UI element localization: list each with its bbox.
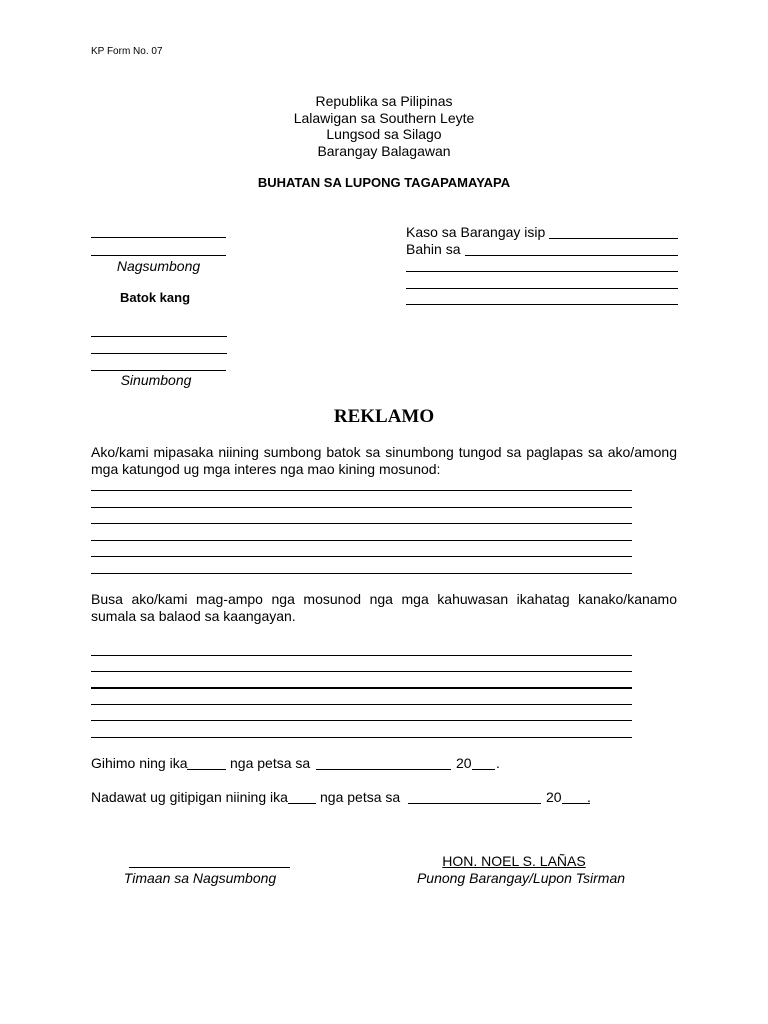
relief-line-1 xyxy=(91,655,632,656)
complainant-label: Nagsumbong xyxy=(116,258,201,274)
province-line: Lalawigan sa Southern Leyte xyxy=(293,110,475,126)
relief-line-4 xyxy=(91,704,632,705)
complaint-line-6 xyxy=(91,573,632,574)
complaint-line-3 xyxy=(91,523,632,524)
made-date-mid: nga petsa sa xyxy=(230,755,311,771)
complainant-signature-caption: Timaan sa Nagsumbong xyxy=(123,870,277,886)
form-number: KP Form No. 07 xyxy=(91,46,163,57)
country-line: Republika sa Pilipinas xyxy=(315,93,453,109)
document-title: REKLAMO xyxy=(333,406,435,427)
respondent-label: Sinumbong xyxy=(120,372,192,388)
received-day-blank xyxy=(288,803,316,804)
complaint-line-4 xyxy=(91,540,632,541)
case-number-line xyxy=(549,238,678,239)
official-title: Punong Barangay/Lupon Tsirman xyxy=(416,870,626,886)
received-date-period: . xyxy=(587,789,591,805)
subject-line-3 xyxy=(406,288,678,289)
subject-label: Bahin sa xyxy=(406,241,461,257)
subject-line-4 xyxy=(406,304,678,305)
relief-line-2 xyxy=(91,671,632,672)
respondent-line-2 xyxy=(91,353,227,354)
complaint-line-2 xyxy=(91,507,632,508)
relief-line-6 xyxy=(91,737,632,738)
barangay-line: Barangay Balagawan xyxy=(317,143,451,159)
office-title: BUHATAN SA LUPONG TAGAPAMAYAPA xyxy=(257,175,511,190)
subject-line-1 xyxy=(465,255,678,256)
received-date-mid: nga petsa sa xyxy=(320,789,401,805)
complaint-paragraph: Ako/kami mipasaka niining sumbong batok sa sinumbong tungod sa paglapas sa ako/among mga katungod ug mga interes nga mao kining mosunod: xyxy=(91,444,677,477)
made-date-prefix: Gihimo ning ika xyxy=(91,755,188,771)
received-year-blank xyxy=(562,803,590,804)
complainant-line-2 xyxy=(91,255,226,256)
made-date-period: . xyxy=(496,755,500,771)
relief-paragraph: Busa ako/kami mag-ampo nga mosunod nga mga kahuwasan ikahatag kanako/kanamo sumala sa balaod sa kaangayan. xyxy=(91,591,677,624)
complaint-line-1 xyxy=(91,490,632,491)
respondent-line-3 xyxy=(91,370,226,371)
respondent-line-1 xyxy=(91,336,227,337)
complaint-line-5 xyxy=(91,556,632,557)
case-number-label: Kaso sa Barangay isip xyxy=(406,224,546,240)
made-year-prefix: 20 xyxy=(456,755,472,771)
municipality-line: Lungsod sa Silago xyxy=(326,126,442,142)
relief-line-5 xyxy=(91,720,632,721)
official-name: HON. NOEL S. LAÑAS xyxy=(442,853,586,869)
made-year-blank xyxy=(472,769,495,770)
received-month-blank xyxy=(408,803,541,804)
made-month-blank xyxy=(316,769,451,770)
received-date-prefix: Nadawat ug gitipigan niining ika xyxy=(91,789,288,805)
subject-line-2 xyxy=(406,271,678,272)
made-day-blank xyxy=(187,769,226,770)
complainant-signature-line xyxy=(129,867,290,868)
relief-line-3 xyxy=(91,687,632,689)
received-year-prefix: 20 xyxy=(546,789,562,805)
complainant-line-1 xyxy=(91,237,226,238)
against-label: Batok kang xyxy=(119,290,191,305)
